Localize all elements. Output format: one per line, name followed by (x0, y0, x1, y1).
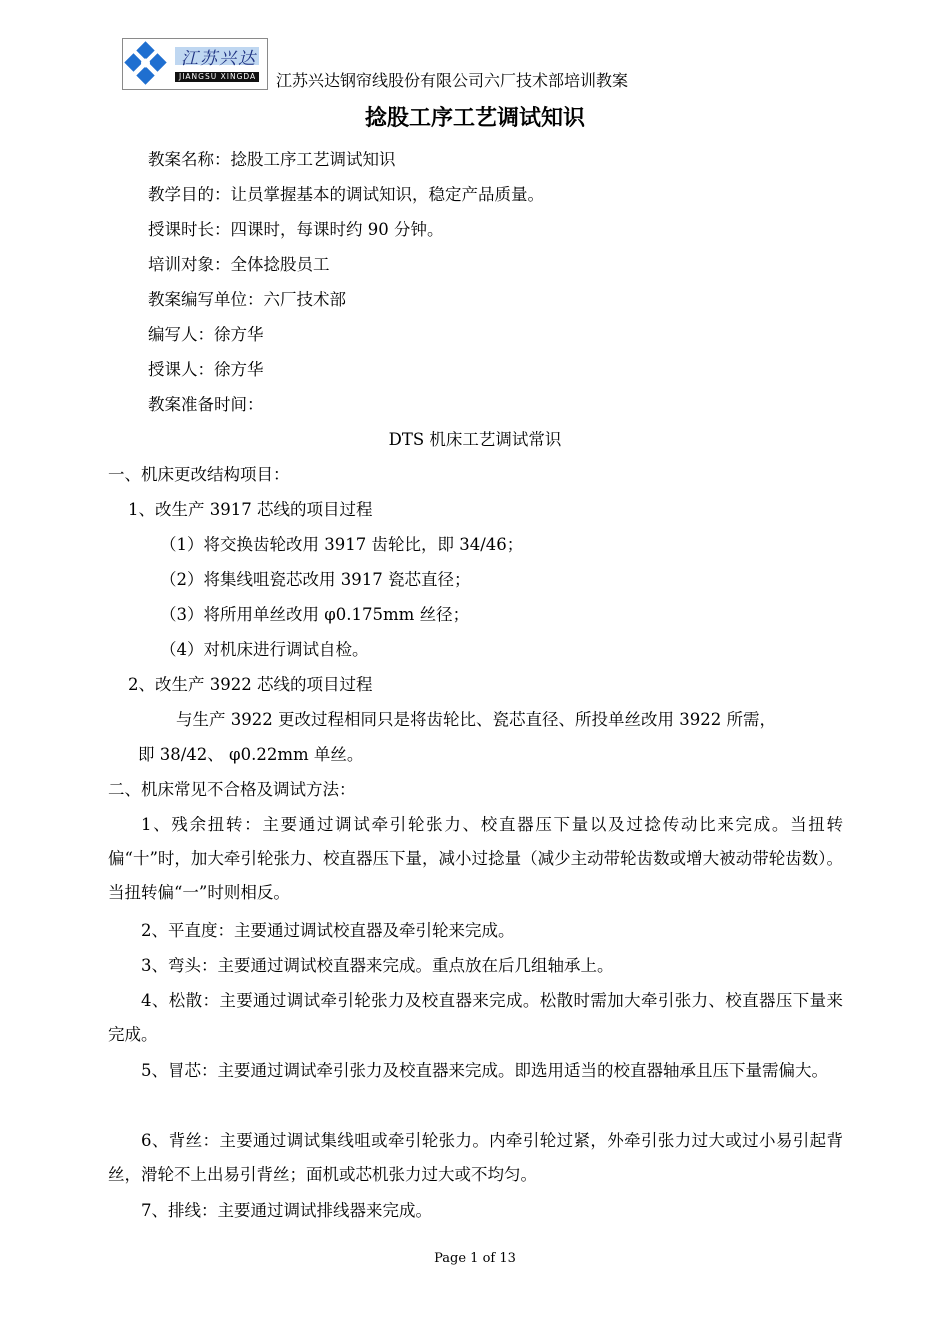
section1-item1-step2: （2）将集线咀瓷芯改用 3917 瓷芯直径； (160, 570, 471, 589)
meta-author: 编写人：徐方华 (148, 325, 264, 344)
meta-audience: 培训对象：全体捻股员工 (148, 255, 330, 274)
section2-item-looseness: 4、松散：主要通过调试牵引轮张力及校直器来完成。松散时需加大牵引张力、校直器压下量来完成。 (108, 991, 843, 1044)
section1-item1-step1: （1）将交换齿轮改用 3917 齿轮比，即 34/46； (160, 535, 524, 554)
section2-item-winding: 7、排线：主要通过调试排线器来完成。 (141, 1201, 432, 1220)
section2-item-straightness: 2、平直度：主要通过调试校直器及牵引轮来完成。 (141, 921, 515, 940)
section1-item1-heading: 1、改生产 3917 芯线的项目过程 (128, 500, 373, 519)
document-title: 捻股工序工艺调试知识 (364, 106, 585, 131)
section1-item2-line1: 与生产 3922 更改过程相同只是将齿轮比、瓷芯直径、所投单丝改用 3922 所需， (176, 710, 776, 729)
section1-heading: 一、机床更改结构项目： (108, 465, 290, 484)
section2-item-bend: 3、弯头：主要通过调试校直器来完成。重点放在后几组轴承上。 (141, 956, 614, 975)
company-logo (122, 38, 268, 90)
company-name: 江苏兴达钢帘线股份有限公司六厂技术部培训教案 (276, 71, 629, 90)
meta-teaching-goal: 教学目的：让员掌握基本的调试知识，稳定产品质量。 (148, 185, 544, 204)
section2-item-back-wire: 6、背丝：主要通过调试集线咀或牵引轮张力。内牵引轮过紧，外牵引张力过大或过小易引起背丝，滑轮不上出易引背丝；面机或芯机张力过大或不均匀。 (108, 1131, 843, 1184)
page-number: Page 1 of 13 (434, 1251, 516, 1266)
meta-prep-time: 教案准备时间： (148, 395, 264, 414)
meta-lesson-name: 教案名称：捻股工序工艺调试知识 (148, 150, 396, 169)
section-subtitle: DTS 机床工艺调试常识 (388, 430, 562, 449)
section2-item-residual-torsion: 1、残余扭转：主要通过调试牵引轮张力、校直器压下量以及过捻传动比来完成。当扭转偏“十”时，加大牵引轮张力、校直器压下量，减小过捻量（减少主动带轮齿数或增大被动带轮齿数）。当扭转偏“一”时则相反。 (108, 815, 843, 902)
section2-item-core-protrusion: 5、冒芯：主要通过调试牵引张力及校直器来完成。即选用适当的校直器轴承且压下量需偏大。 (141, 1061, 828, 1080)
meta-lecturer: 授课人：徐方华 (148, 360, 264, 379)
section1-item1-step3: （3）将所用单丝改用 φ0.175mm 丝径； (160, 605, 470, 624)
page-header (122, 38, 822, 92)
meta-author-unit: 教案编写单位：六厂技术部 (148, 290, 346, 309)
logo-text: 江苏兴达 (181, 49, 257, 69)
section1-item2-heading: 2、改生产 3922 芯线的项目过程 (128, 675, 373, 694)
section2-heading: 二、机床常见不合格及调试方法： (108, 780, 356, 799)
section1-item2-line2: 即 38/42、 φ0.22mm 单丝。 (138, 745, 364, 764)
logo-subtext: JIANGSU XINGDA (179, 72, 257, 81)
meta-duration: 授课时长：四课时，每课时约 90 分钟。 (148, 220, 444, 239)
section1-item1-step4: （4）对机床进行调试自检。 (160, 640, 369, 659)
